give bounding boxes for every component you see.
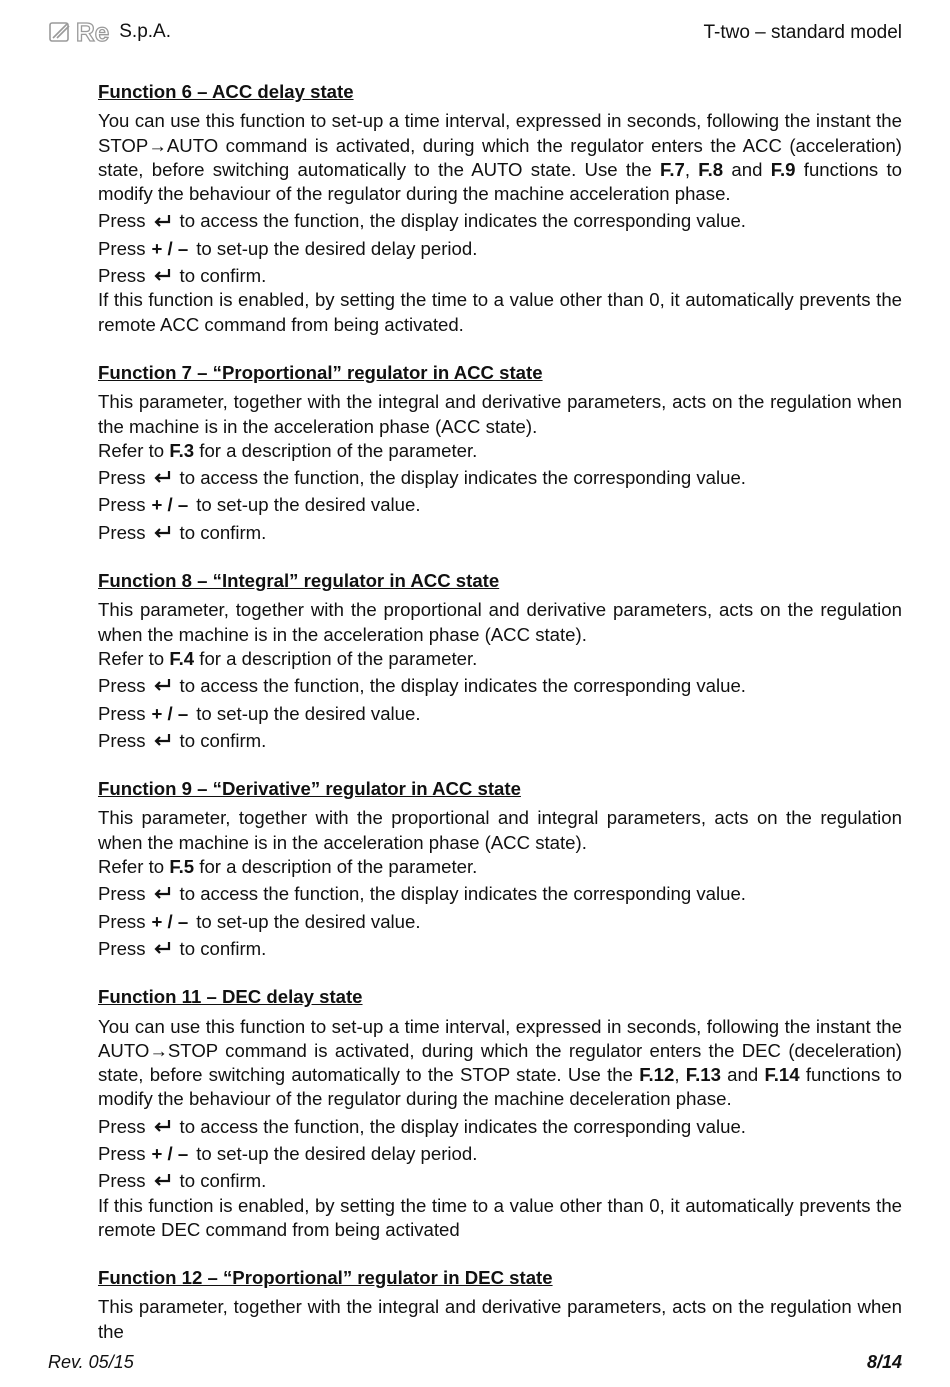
section-reference: Refer to F.5 for a description of the parameter. bbox=[98, 856, 478, 878]
logo-text: Re bbox=[76, 17, 110, 47]
instruction-setup: Press + / – to set-up the desired delay period. bbox=[98, 237, 902, 261]
section-intro: This parameter, together with the proportional and integral parameters, acts on the regulation when the machine is in the acceleration phase (ACC state). bbox=[98, 807, 902, 853]
section-function-11 bbox=[98, 985, 902, 1242]
document-title: T-two – standard model bbox=[703, 22, 902, 43]
section-intro: This parameter, together with the proportional and derivative parameters, acts on the regulation when the machine is in the acceleration phase (ACC state). bbox=[98, 599, 902, 645]
section-intro: This parameter, together with the integral and derivative parameters, acts on the regulation when the machine is in the acceleration phase (ACC state). bbox=[98, 391, 902, 437]
instruction-access: Press to access the function, the display indicates the corresponding value. bbox=[98, 467, 746, 489]
company-logo bbox=[48, 17, 110, 47]
instruction-confirm: Press to confirm. bbox=[98, 937, 267, 959]
instruction-setup: Press + / – to set-up the desired delay period. bbox=[98, 1142, 902, 1166]
instruction-confirm: Press to confirm. bbox=[98, 729, 267, 751]
enter-key-icon bbox=[152, 267, 174, 285]
instruction-access: Press to access the function, the display indicates the corresponding value. bbox=[98, 210, 746, 232]
instruction-confirm: Press to confirm. bbox=[98, 1170, 267, 1192]
plus-minus-keys: + / – bbox=[151, 494, 189, 516]
instruction-setup: Press + / – to set-up the desired value. bbox=[98, 493, 902, 517]
instruction-confirm: Press to confirm. bbox=[98, 521, 267, 543]
company-name: S.p.A. bbox=[119, 21, 171, 42]
plus-minus-keys: + / – bbox=[151, 1142, 189, 1164]
instruction-access: Press to access the function, the display indicates the corresponding value. bbox=[98, 675, 746, 697]
section-function-12 bbox=[98, 1266, 902, 1344]
section-note: If this function is enabled, by setting the time to a value other than 0, it automatically prevents the remote DEC command from being activated bbox=[98, 1194, 902, 1240]
section-reference: Refer to F.4 for a description of the parameter. bbox=[98, 647, 478, 669]
brand bbox=[48, 17, 171, 47]
enter-key-icon bbox=[152, 677, 174, 695]
section-note: If this function is enabled, by setting the time to a value other than 0, it automatically prevents the remote ACC command from being activated. bbox=[98, 289, 902, 335]
page-number: 8/14 bbox=[866, 1352, 902, 1372]
instruction-setup: Press + / – to set-up the desired value. bbox=[98, 910, 902, 934]
section-intro: You can use this function to set-up a time interval, expressed in seconds, following the instant the AUTO→STOP command is activated, during which the regulator enters the DEC (deceleration) state, before switching automatically to the STOP state. Use the F.12, F.13 and F.14 functions to modify the behaviour of the regulator during the machine deceleration phase. bbox=[98, 1015, 902, 1110]
instruction-setup: Press + / – to set-up the desired value. bbox=[98, 702, 902, 726]
section-function-9 bbox=[98, 777, 902, 961]
section-heading: Function 11 – DEC delay state bbox=[98, 986, 363, 1008]
enter-key-icon bbox=[152, 469, 174, 487]
enter-key-icon bbox=[152, 940, 174, 958]
section-function-6 bbox=[98, 80, 902, 337]
instruction-access: Press to access the function, the display indicates the corresponding value. bbox=[98, 883, 746, 905]
enter-key-icon bbox=[152, 524, 174, 542]
section-heading: Function 6 – ACC delay state bbox=[98, 81, 354, 102]
section-heading: Function 12 – “Proportional” regulator in DEC state bbox=[98, 1267, 553, 1289]
section-intro: You can use this function to set-up a time interval, expressed in seconds, following the instant the STOP→AUTO command is activated, during which the regulator enters the ACC (acceleration) state, before switching automatically to the AUTO state. Use the F.7, F.8 and F.9 functions to modify the behaviour of the regulator during the machine acceleration phase. bbox=[98, 110, 903, 205]
section-function-7 bbox=[98, 361, 902, 545]
enter-key-icon bbox=[152, 1118, 174, 1136]
enter-key-icon bbox=[152, 732, 174, 750]
enter-key-icon bbox=[152, 213, 174, 231]
revision-label: Rev. 05/15 bbox=[48, 1352, 134, 1372]
enter-key-icon bbox=[152, 885, 174, 903]
section-reference: Refer to F.3 for a description of the parameter. bbox=[98, 439, 478, 461]
plus-minus-keys: + / – bbox=[151, 237, 189, 259]
section-heading: Function 9 – “Derivative” regulator in ACC state bbox=[98, 778, 521, 800]
logo-mark-icon bbox=[48, 20, 72, 44]
section-function-8 bbox=[98, 569, 902, 753]
section-heading: Function 8 – “Integral” regulator in ACC state bbox=[98, 570, 500, 592]
enter-key-icon bbox=[152, 1172, 174, 1190]
page-header bbox=[48, 17, 902, 50]
instruction-access: Press to access the function, the display indicates the corresponding value. bbox=[98, 1115, 746, 1137]
plus-minus-keys: + / – bbox=[151, 910, 189, 932]
plus-minus-keys: + / – bbox=[151, 702, 189, 724]
instruction-confirm: Press to confirm. bbox=[98, 265, 267, 287]
page-content bbox=[98, 80, 902, 1368]
section-intro: This parameter, together with the integral and derivative parameters, acts on the regulation when the bbox=[98, 1296, 902, 1342]
section-heading: Function 7 – “Proportional” regulator in ACC state bbox=[98, 361, 543, 383]
